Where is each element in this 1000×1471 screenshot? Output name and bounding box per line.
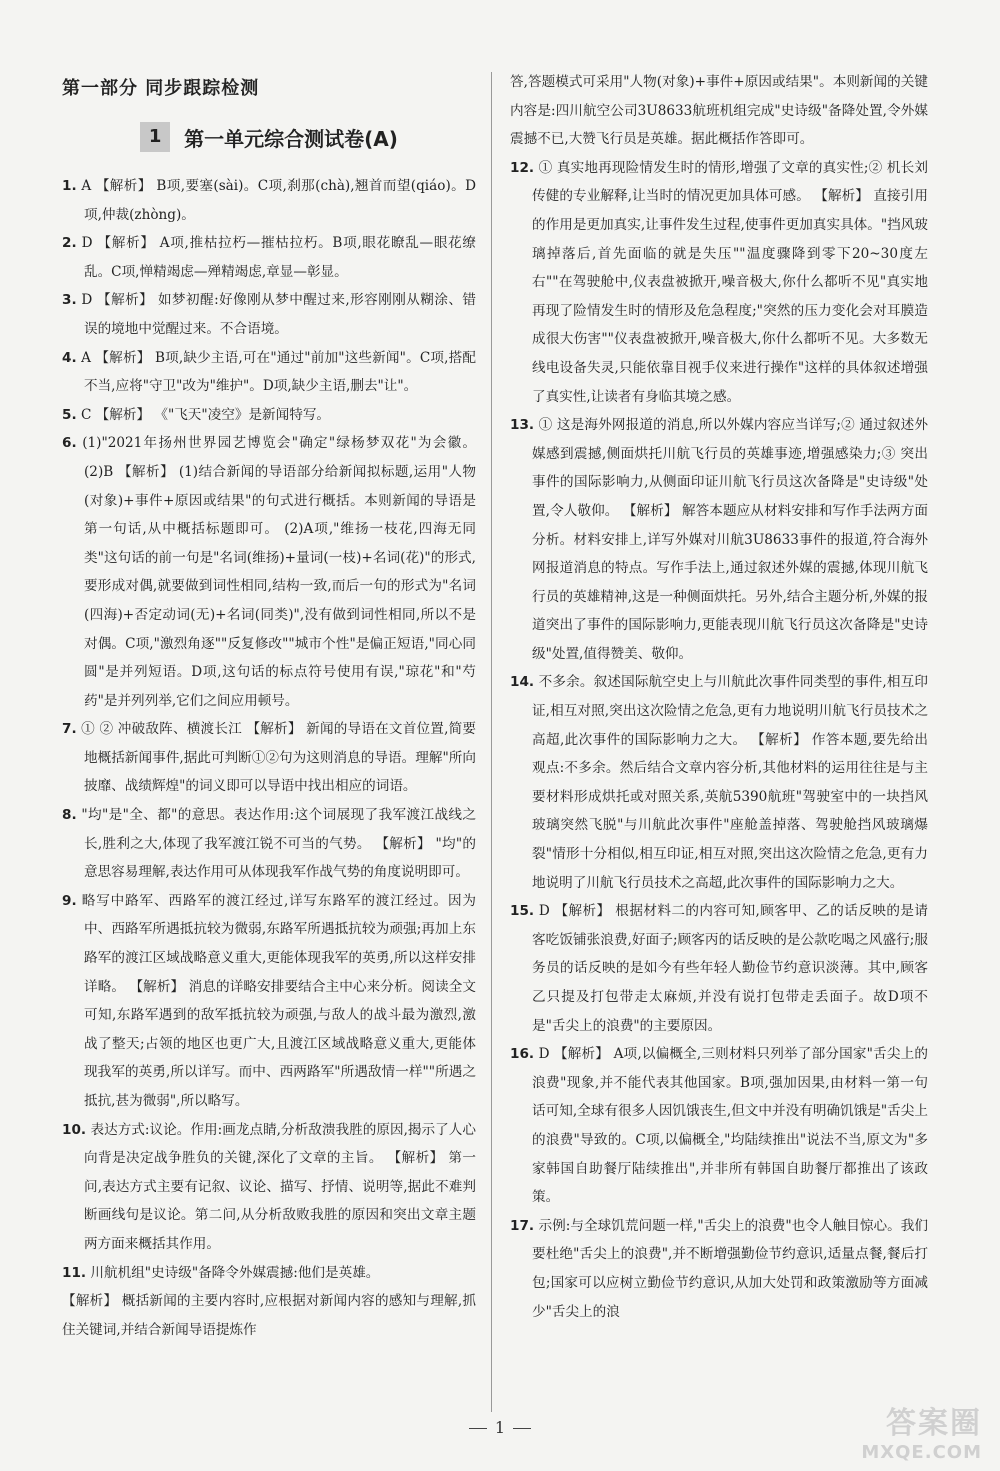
- answer-text: D 【解析】 根据材料二的内容可知,顾客甲、乙的话反映的是请客吃饭铺张浪费,好面子;顾客丙的话反映的是公款吃喝之风盛行;服务员的话反映的是如今有些年轻人勤俭节约意识淡薄。其中,顾客乙只提及打包带走太麻烦,并没有说打包带走丢面子。故D项不是"舌尖上的浪费"的主要原因。: [532, 903, 928, 1034]
- answer-text: 不多余。叙述国际航空史上与川航此次事件同类型的事件,相互印证,相互对照,突出这次险情之危急,更有力地说明川航飞行员技术之高超,此次事件的国际影响力之大。 【解析】 作答本题,要先给出观点:不多余。然后结合文章内容分析,其他材料的运用往往是与主要材料形成烘托或对照关系,英航5390航班"驾驶室中的一块挡风玻璃突然飞脱"与川航此次事件"座舱盖掉落、驾驶舱挡风玻璃爆裂"情形十分相似,相互印证,相互对照,突出这次险情之危急,更有力地说明了川航飞行员技术之高超,此次事件的国际影响力之大。: [532, 674, 928, 891]
- answer-item: [62, 1287, 476, 1344]
- answer-item: [62, 229, 476, 286]
- answer-item: [62, 344, 476, 401]
- answer-number: 5.: [62, 406, 77, 423]
- right-answer-list: [510, 68, 928, 1326]
- answer-text: D 【解析】 A项,推枯拉朽—摧枯拉朽。B项,眼花瞭乱—眼花缭乱。C项,惮精竭虑—殚精竭虑,章显—彰显。: [81, 235, 476, 280]
- answer-number: 9.: [62, 892, 77, 909]
- part-title: 第一部分 同步跟踪检测: [62, 78, 260, 99]
- answer-item: [62, 1116, 476, 1259]
- answer-item: [510, 68, 928, 154]
- answer-number: 16.: [510, 1046, 535, 1063]
- answer-number: 8.: [62, 807, 77, 824]
- unit-title: [62, 122, 476, 152]
- answer-number: 3.: [62, 292, 77, 309]
- answer-number: 15.: [510, 903, 535, 920]
- answer-item: [62, 801, 476, 887]
- footer-dash-left: [469, 1428, 487, 1429]
- answer-item: [510, 1212, 928, 1326]
- answer-number: 6.: [62, 435, 77, 452]
- answer-number: 4.: [62, 349, 77, 366]
- answer-number: 1.: [62, 178, 77, 194]
- watermark-logo: [861, 1398, 982, 1463]
- answer-number: 2.: [62, 235, 77, 252]
- answer-item: [62, 1259, 476, 1288]
- answer-item: [62, 887, 476, 1116]
- answer-item: [510, 897, 928, 1040]
- answer-item: [62, 715, 476, 801]
- answer-number: 7.: [62, 721, 77, 738]
- answer-item: [62, 401, 476, 430]
- answer-number: 14.: [510, 674, 535, 691]
- answer-item: [510, 668, 928, 897]
- answer-item: [510, 154, 928, 411]
- unit-number-badge: 1: [140, 122, 170, 152]
- unit-name: 第一单元综合测试卷(A): [184, 126, 398, 151]
- answer-text: 【解析】 概括新闻的主要内容时,应根据对新闻内容的感知与理解,抓住关键词,并结合新闻导语提炼作: [62, 1293, 476, 1338]
- left-column: [62, 60, 476, 1344]
- footer-dash-right: [513, 1428, 531, 1429]
- answer-number: 17.: [510, 1217, 535, 1234]
- answer-number: 13.: [510, 417, 535, 434]
- page-footer: [0, 1418, 1000, 1437]
- answer-text: D 【解析】 A项,以偏概全,三则材料只列举了部分国家"舌尖上的浪费"现象,并不能代表其他国家。B项,强加因果,由材料一第一句话可知,全球有很多人因饥饿丧生,但文中并没有明确饥饿是"舌尖上的浪费"导致的。C项,以偏概全,"均陆续推出"说法不当,原文为"多家韩国自助餐厅陆续推出",并非所有韩国自助餐厅都推出了该政策。: [532, 1046, 928, 1206]
- answer-text: 表达方式:议论。作用:画龙点睛,分析敌溃我胜的原因,揭示了人心向背是决定战争胜负的关键,深化了文章的主旨。 【解析】 第一问,表达方式主要有记叙、议论、描写、抒情、说明等,据此不难判断画线句是议论。第二问,从分析敌败我胜的原因和突出文章主题两方面来概括其作用。: [84, 1121, 476, 1252]
- answer-number: 11.: [62, 1264, 87, 1281]
- watermark-main-text: 答案圈: [886, 1406, 982, 1441]
- answer-text: C 【解析】 《"飞天"凌空》是新闻特写。: [80, 406, 331, 423]
- answer-item: [62, 172, 476, 229]
- answer-number: 10.: [62, 1121, 87, 1138]
- column-divider: [491, 72, 492, 1412]
- answer-text: 示例:与全球饥荒问题一样,"舌尖上的浪费"也令人触目惊心。我们要杜绝"舌尖上的浪费",并不断增强勤俭节约意识,适量点餐,餐后打包;国家可以应树立勤俭节约意识,从加大处罚和政策激励等方面减少"舌尖上的浪: [532, 1217, 928, 1320]
- watermark-url-text: MXQE.COM: [861, 1442, 982, 1463]
- answer-item: [62, 286, 476, 343]
- answer-text: ① 真实地再现险情发生时的情形,增强了文章的真实性;② 机长刘传健的专业解释,让当时的情况更加具体可感。 【解析】 直接引用的作用是更加真实,让事件发生过程,使事件更加真实具体。"挡风玻璃掉落后,首先面临的就是失压""温度骤降到零下20~30度左右""在驾驶舱中,仪表盘被掀开,噪音极大,你什么都听不见"真实地再现了险情发生时的情形及危急程度;"突然的压力变化会对耳膜造成很大伤害""仪表盘被掀开,噪音极大,你什么都听不见。大多数无线电设备失灵,只能依靠目视手仪来进行操作"这样的具体叙述增强了真实性,让读者有身临其境之感。: [532, 159, 928, 405]
- answer-text: ① ② 冲破敌阵、横渡长江 【解析】 新闻的导语在文首位置,简要地概括新闻事件,据此可判断①②句为这则消息的导语。理解"所向披靡、战绩辉煌"的词义即可以导语中找出相应的词语。: [81, 721, 476, 795]
- answer-text: A 【解析】 B项,要塞(sài)。C项,刹那(chà),翘首而望(qiáo)。D项,仲裁(zhòng)。: [81, 178, 476, 223]
- answer-item: [62, 429, 476, 715]
- answer-item: [510, 1040, 928, 1212]
- answer-text: 略写中路军、西路军的渡江经过,详写东路军的渡江经过。因为中、西路军所遇抵抗较为微弱,东路军所遇抵抗较为顽强;再加上东路军的渡江区域战略意义重大,更能体现我军的英勇,所以这样安排详略。 【解析】 消息的详略安排要结合主中心来分析。阅读全文可知,东路军遇到的敌军抵抗较为顽强,与敌人的战斗最为激烈,激战了整天;占领的地区也更广大,且渡江区域战略意义重大,更能体现我军的英勇,所以详写。而中、西两路军"所遇敌情一样""所遇之抵抗,甚为微弱",所以略写。: [81, 892, 476, 1109]
- answer-text: D 【解析】 如梦初醒:好像刚从梦中醒过来,形容刚刚从糊涂、错误的境地中觉醒过来。不合语境。: [81, 292, 476, 337]
- answer-text: ① 这是海外网报道的消息,所以外媒内容应当详写;② 通过叙述外媒感到震撼,侧面烘托川航飞行员的英雄事迹,增强感染力;③ 突出事件的国际影响力,从侧面印证川航飞行员这次备降是"史诗级"处置,令人敬仰。 【解析】 解答本题应从材料安排和写作手法两方面分析。材料安排上,详写外媒对川航3U8633事件的报道,符合海外网报道消息的特点。写作手法上,通过叙述外媒的震撼,体现川航飞行员的英雄精神,这是一种侧面烘托。另外,结合主题分析,外媒的报道突出了事件的国际影响力,更能表现川航飞行员这次备降是"史诗级"处置,值得赞美、敬仰。: [532, 417, 928, 662]
- answer-text: 川航机组"史诗级"备降令外媒震撼:他们是英雄。: [90, 1264, 380, 1281]
- answer-text: "均"是"全、都"的意思。表达作用:这个词展现了我军渡江战线之长,胜利之大,体现了我军渡江锐不可当的气势。 【解析】 "均"的意思容易理解,表达作用可从体现我军作战气势的角度说明即可。: [81, 807, 476, 881]
- answer-number: 12.: [510, 159, 535, 176]
- answer-text: (1)"2021年扬州世界园艺博览会"确定"绿杨梦双花"为会徽。 (2)B 【解析】 (1)结合新闻的导语部分给新闻拟标题,运用"人物(对象)+事件+原因或结果"的句式进行概括。本则新闻的导语是第一句话,从中概括标题即可。 (2)A项,"维扬一枝花,四海无同类"这句话的前一句是"名词(维扬)+量词(一枝)+名词(花)"的形式,要形成对偶,就要做到词性相同,结构一致,而后一句的形式为"名词(四海)+否定动词(无)+名词(同类)",没有做到词性相同,所以不是对偶。C项,"激烈角逐""反复修改""城市个性"是偏正短语,"同心同圆"是并列短语。D项,这句话的标点符号使用有误,"琼花"和"芍药"是并列列举,它们之间应用顿号。: [82, 435, 476, 709]
- answer-text: 答,答题模式可采用"人物(对象)+事件+原因或结果"。本则新闻的关键内容是:四川航空公司3U8633航班机组完成"史诗级"备降处置,令外媒震撼不已,大赞飞行员是英雄。据此概括作答即可。: [510, 74, 928, 148]
- page-number: 1: [494, 1418, 506, 1437]
- right-column: [510, 68, 928, 1326]
- answer-text: A 【解析】 B项,缺少主语,可在"通过"前加"这些新闻"。C项,搭配不当,应将"守卫"改为"维护"。D项,缺少主语,删去"让"。: [81, 349, 477, 395]
- answer-item: [510, 411, 928, 668]
- left-answer-list: [62, 172, 476, 1344]
